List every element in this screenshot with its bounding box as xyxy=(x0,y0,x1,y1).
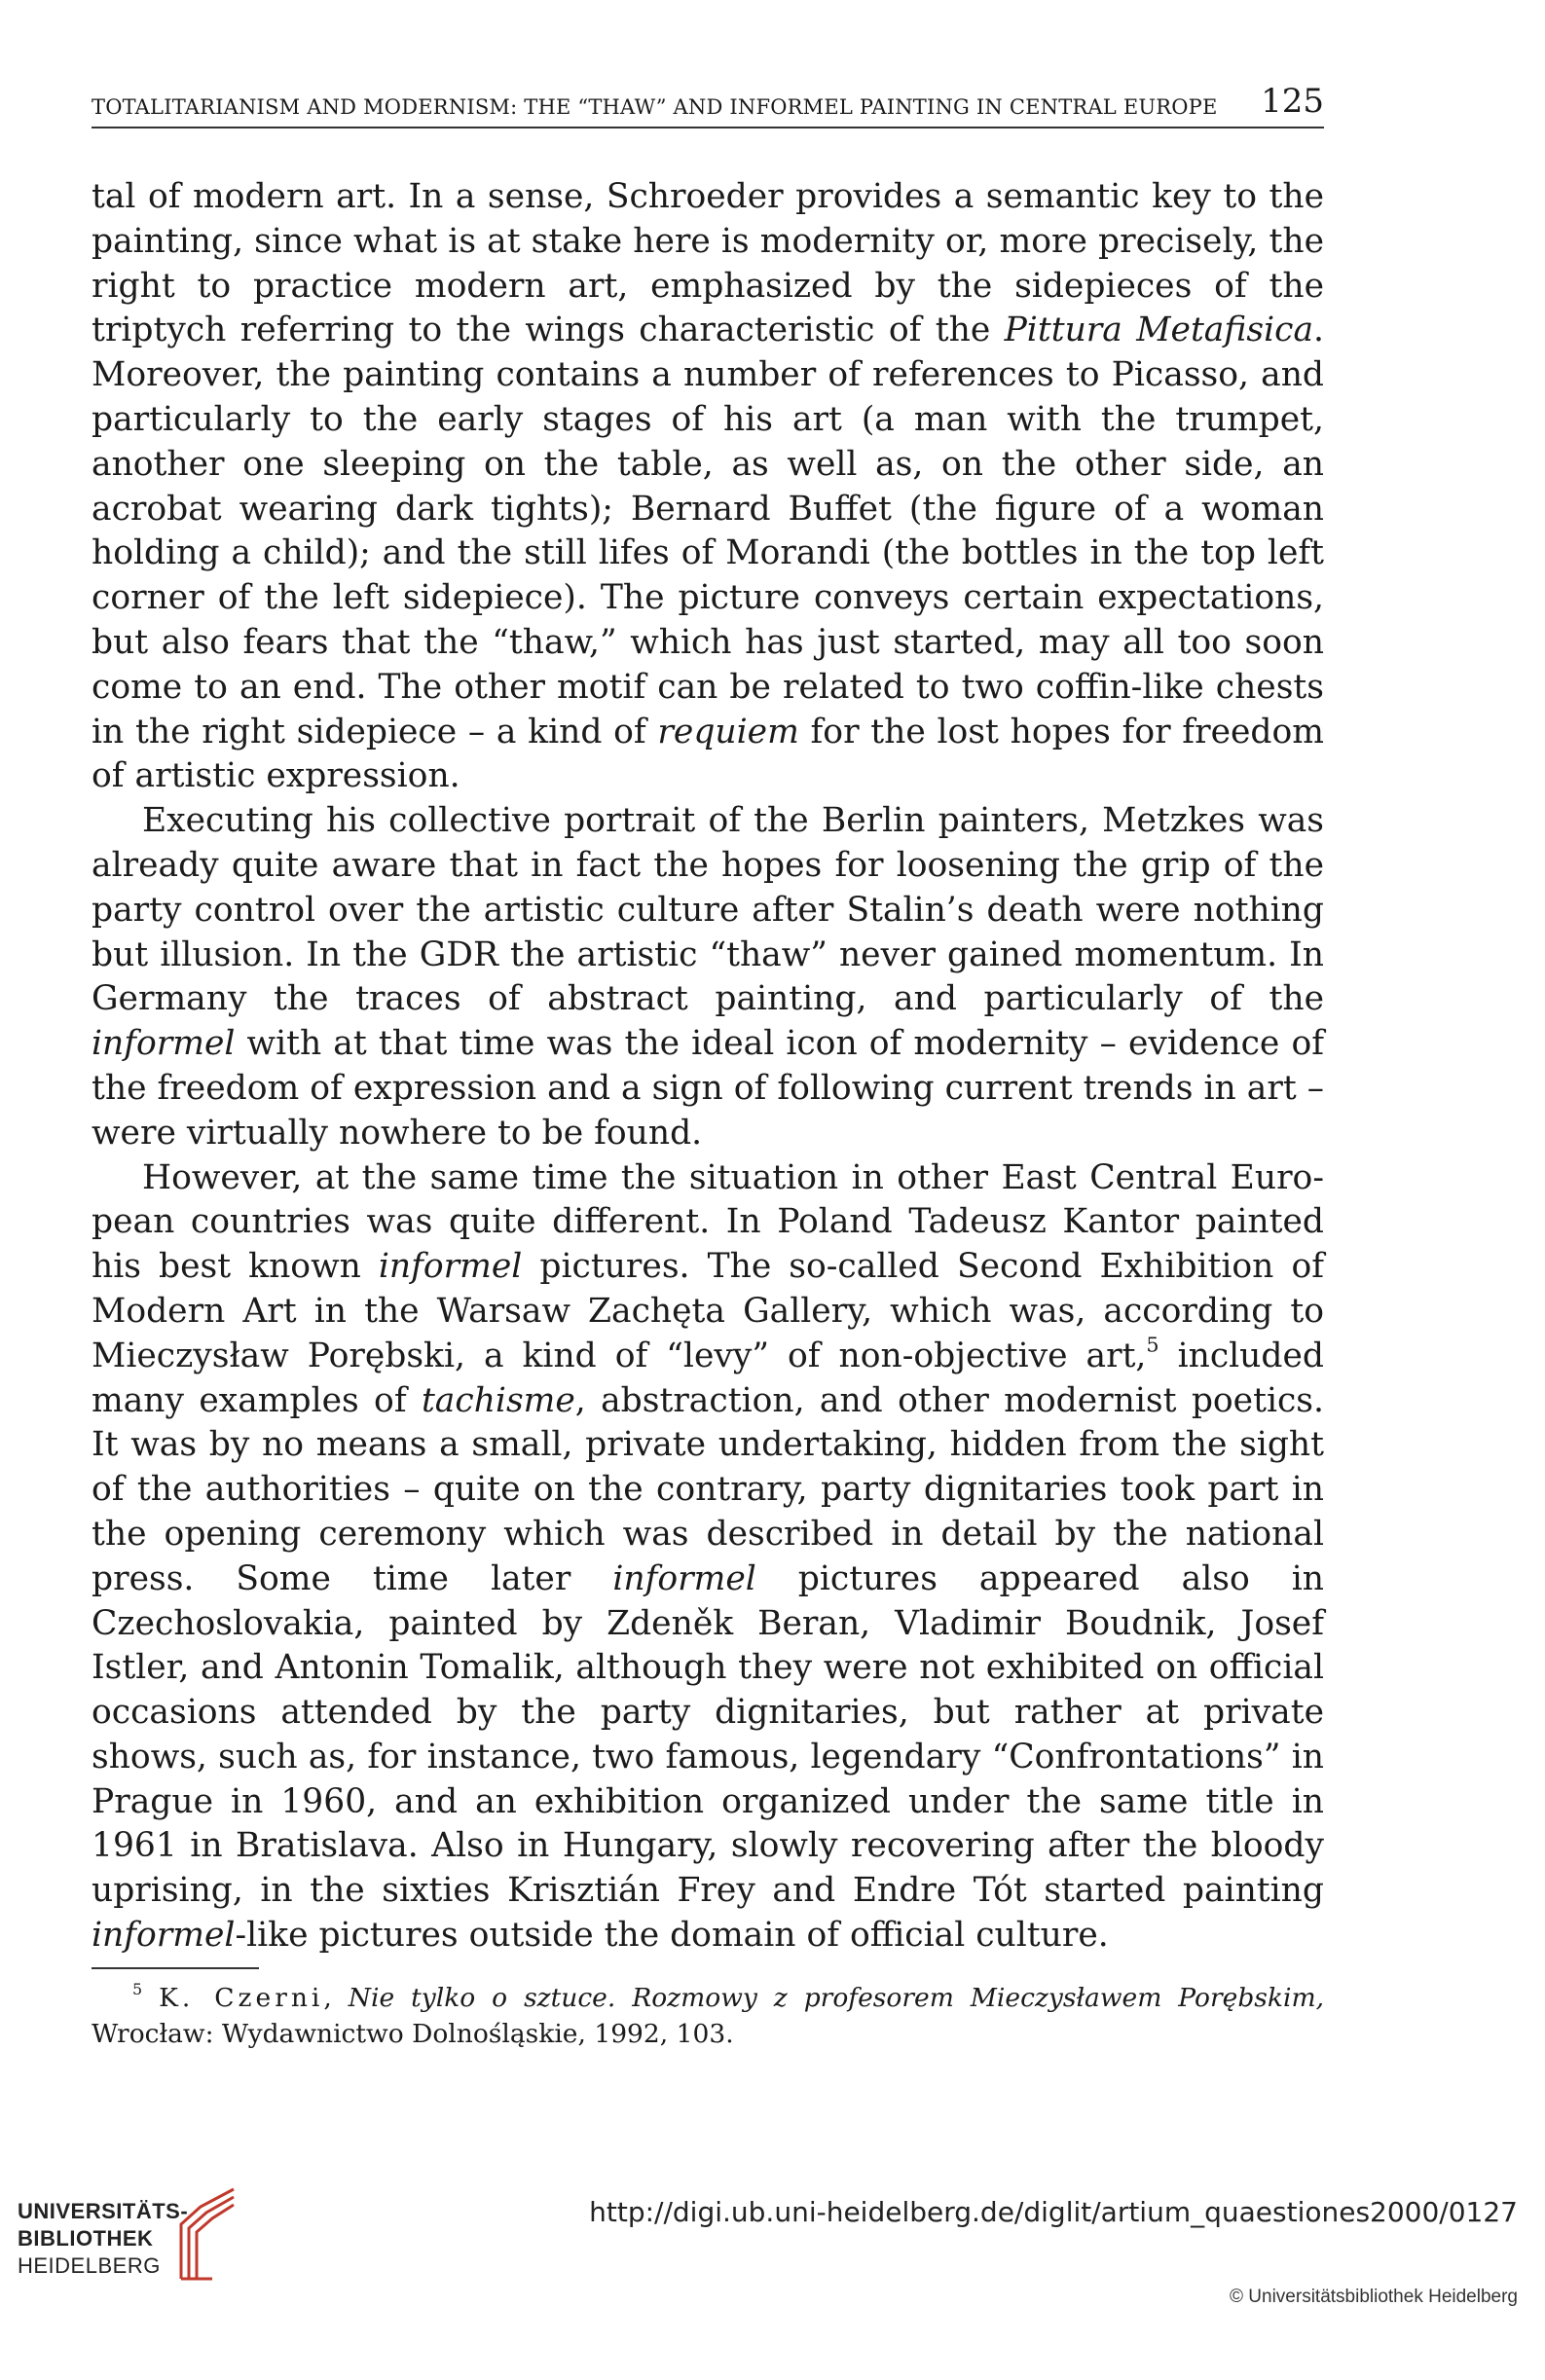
text-run: . Moreover, the painting contains a number of references to Picasso, and particularly to the early stages of his art (a man with the trumpet, another one sleeping on the table, as well as, on the other side, an acrobat wearing dark tights); Bernard Buffet (the figure of a woman holding a child); and the still lifes of Morandi (the bottles in the top left corner of the left sidepiece). The picture conveys certain expectations, but also fears that the “thaw,” which has just started, may all too soon come to an end. The other motif can be related to two coffin-like chests in the right sidepiece – a kind of xyxy=(92,311,1324,751)
body-text xyxy=(92,175,1324,1959)
library-emblem-icon xyxy=(173,2185,241,2283)
footnote xyxy=(92,1980,1324,2052)
text-run: pictures appeared also in Czechoslovakia, painted by Zdeněk Beran, Vladimir Boudnik, Josef Istler, and Antonin Tomalik, although they were not exhibited on official occasions attended by the party dignitaries, but rather at private shows, such as, for instance, two famous, legendary “Confrontations” in Prague in 1960, and an exhibition organized under the same title in 1961 in Bratislava. Also in Hungary, slowly recovering after the bloody uprising, in the sixties Krisztián Frey and Endre Tót started painting xyxy=(92,1558,1324,1911)
text-run: -like pictures outside the domain of official culture. xyxy=(235,1916,1109,1956)
text-run: Executing his collective portrait of the Berlin painters, Metzkes was already quite aware that in fact the hopes for loosening the grip of the party control over the artistic culture after Stalin’s death were nothing but illusion. In the GDR the artistic “thaw” never gained momentum. In Germany the traces of abstract painting, and particularly of the xyxy=(92,801,1324,1019)
footnote-publication: Wrocław: Wydawnictwo Dolnośląskie, 1992, 103. xyxy=(92,2019,734,2049)
footnote-number: 5 xyxy=(132,1980,143,1999)
text-run: , abstraction, and other modernist poetics. It was by no means a small, private undertaking, hidden from the sight of the authorities – quite on the contrary, party dignitaries took part in the opening ceremony which was described in detail by the national press. Some time later xyxy=(92,1380,1324,1598)
running-title: TOTALITARIANISM AND MODERNISM: THE “THAW” AND INFORMEL PAINTING IN CENTRAL EUROPE xyxy=(92,95,1218,119)
logo-line-2: BIBLIOTHEK xyxy=(18,2226,154,2251)
paragraph-3 xyxy=(92,1156,1324,1959)
text-run: with at that time was the ideal icon of modernity – evidence of the freedom of expression and a sign of following current trends in art – were virtually nowhere to be found. xyxy=(92,1024,1324,1153)
text-run: However, at the same time the situation in other East Central European countries was quite different. In Poland Tadeusz Kantor painted his best known xyxy=(92,1157,1324,1287)
text-run: tal of modern art. In a sense, Schroeder provides a semantic key to the painting, since what is at stake here is modernity or, more precisely, the right to practice modern art, emphasized by the sidepieces of the triptych referring to the wings characteristic of the xyxy=(92,177,1324,350)
text-run: for the lost hopes for freedom of artistic expression. xyxy=(92,712,1324,796)
logo-line-3: HEIDELBERG xyxy=(18,2253,161,2278)
italic-term: informel xyxy=(378,1247,523,1287)
paragraph-1 xyxy=(92,175,1324,799)
running-header xyxy=(92,82,1324,128)
footnote-author: K. Czerni xyxy=(159,1983,324,2013)
footnote-title: Nie tylko o sztuce. Rozmowy z profesorem Mieczysławem Porębskim, xyxy=(348,1983,1324,2013)
italic-term: requiem xyxy=(657,712,799,751)
copyright-notice: © Universitätsbibliothek Heidelberg xyxy=(1230,2287,1518,2307)
italic-term: informel xyxy=(612,1558,756,1598)
page-number: 125 xyxy=(1261,82,1324,121)
footnote-marker[interactable]: 5 xyxy=(1146,1333,1159,1357)
italic-term: tachisme xyxy=(421,1380,575,1420)
footnote-rule xyxy=(92,1967,259,1969)
library-logo[interactable] xyxy=(18,2199,251,2301)
italic-term: Pittura Metafisica xyxy=(1004,311,1314,350)
footnote-separator: , xyxy=(323,1983,349,2013)
source-url-link[interactable]: http://digi.ub.uni-heidelberg.de/diglit/artium_quaestiones2000/0127 xyxy=(589,2196,1518,2228)
logo-line-1: UNIVERSITÄTS- xyxy=(18,2199,189,2223)
text-run: included many examples of xyxy=(92,1336,1324,1420)
paragraph-2 xyxy=(92,799,1324,1155)
italic-term: informel xyxy=(92,1916,236,1956)
italic-term: informel xyxy=(92,1024,236,1064)
text-run: pictures. The so-called Second Exhibition of Modern Art in the Warsaw Zachęta Gallery, which was, according to Mieczysław Porębski, a kind of “levy” of non-objective art, xyxy=(92,1247,1324,1375)
